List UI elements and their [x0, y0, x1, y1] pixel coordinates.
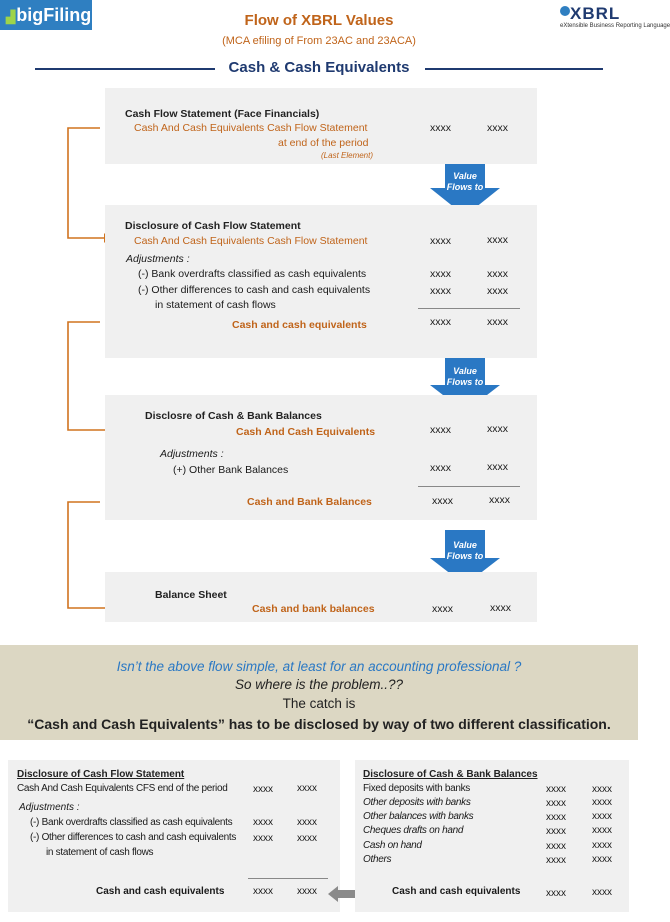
right-heading: Disclosure of Cash & Bank Balances — [363, 769, 538, 780]
right-value: xxxx — [592, 840, 612, 851]
right-value: xxxx — [546, 855, 566, 866]
left-value: xxxx — [253, 784, 273, 795]
page-subtitle: (MCA efiling of From 23AC and 23ACA) — [222, 35, 416, 47]
box2-value: xxxx — [430, 316, 451, 328]
bigfiling-logo: ▟bigFiling — [0, 0, 92, 30]
box2-adj2: (-) Other differences to cash and cash equivalents — [138, 284, 371, 296]
box3-value: xxxx — [430, 424, 451, 436]
box3-value: xxxx — [487, 423, 508, 435]
left-adj2b: in statement of cash flows — [46, 847, 154, 858]
right-value: xxxx — [592, 854, 612, 865]
box4-heading: Balance Sheet — [155, 589, 227, 601]
left-value: xxxx — [253, 886, 273, 897]
right-row-2: Other balances with banks — [363, 811, 474, 822]
box4-line1: Cash and bank balances — [252, 603, 375, 615]
box2-line1: Cash And Cash Equivalents Cash Flow Statement — [134, 235, 368, 247]
box3-value: xxxx — [489, 494, 510, 506]
box2-value: xxxx — [430, 285, 451, 297]
left-heading: Disclosure of Cash Flow Statement — [17, 769, 185, 780]
box3-value: xxxx — [430, 462, 451, 474]
right-total: Cash and cash equivalents — [392, 886, 521, 897]
banner-question-2: So where is the problem..?? — [234, 677, 404, 692]
box2-heading: Disclosure of Cash Flow Statement — [125, 220, 301, 232]
box3-adj1: (+) Other Bank Balances — [173, 464, 289, 476]
box2-adjustments: Adjustments : — [126, 253, 190, 265]
box1-heading: Cash Flow Statement (Face Financials) — [125, 108, 320, 120]
box2-total: Cash and cash equivalents — [232, 319, 367, 331]
right-row-4: Cash on hand — [363, 840, 422, 851]
left-line1: Cash And Cash Equivalents CFS end of the period — [17, 783, 228, 794]
right-value: xxxx — [546, 826, 566, 837]
right-value: xxxx — [546, 812, 566, 823]
left-total-rule — [248, 878, 328, 879]
box3-total: Cash and Bank Balances — [247, 496, 372, 508]
left-value: xxxx — [297, 886, 317, 897]
box4-value: xxxx — [432, 603, 453, 615]
page-title: Flow of XBRL Values — [244, 12, 394, 29]
right-row-1: Other deposits with banks — [363, 797, 471, 808]
right-value: xxxx — [546, 784, 566, 795]
right-value: xxxx — [546, 841, 566, 852]
box2-total-rule — [418, 308, 520, 309]
right-value: xxxx — [546, 798, 566, 809]
box3-adjustments: Adjustments : — [160, 448, 224, 460]
banner-question-1: Isn’t the above flow simple, at least for an accounting professional ? — [116, 659, 522, 674]
box2-value: xxxx — [430, 235, 451, 247]
box1-note: (Last Element) — [321, 151, 374, 160]
right-value: xxxx — [546, 888, 566, 899]
right-value: xxxx — [592, 825, 612, 836]
right-row-3: Cheques drafts on hand — [363, 825, 464, 836]
right-row-0: Fixed deposits with banks — [363, 783, 471, 794]
box2-value: xxxx — [487, 316, 508, 328]
box3-total-rule — [418, 486, 520, 487]
box4-value: xxxx — [490, 602, 511, 614]
box2-value: xxxx — [487, 268, 508, 280]
flow-arrow-label-1: Value Flows to — [446, 171, 484, 192]
left-value: xxxx — [297, 817, 317, 828]
box2-adj2b: in statement of cash flows — [155, 299, 276, 311]
left-adjustments: Adjustments : — [19, 802, 80, 813]
box3-line1: Cash And Cash Equivalents — [236, 426, 376, 438]
left-adj1: (-) Bank overdrafts classified as cash equivalents — [30, 817, 233, 828]
left-total: Cash and cash equivalents — [96, 886, 225, 897]
right-value: xxxx — [592, 887, 612, 898]
box2-value: xxxx — [487, 285, 508, 297]
box1-value-b: xxxx — [487, 122, 508, 134]
xbrl-logo: XBRL eXtensible Business Reporting Language — [560, 4, 670, 29]
right-value: xxxx — [592, 811, 612, 822]
box1-value-a: xxxx — [430, 122, 451, 134]
box1-line1: Cash And Cash Equivalents Cash Flow Statement — [134, 122, 368, 134]
box2-value: xxxx — [430, 268, 451, 280]
flow-arrow-label-2: Value Flows to — [446, 366, 484, 387]
banner-statement: “Cash and Cash Equivalents” has to be disclosed by way of two different classification. — [27, 716, 611, 732]
left-value: xxxx — [253, 833, 273, 844]
section-title: Cash & Cash Equivalents — [228, 59, 410, 76]
banner-catch: The catch is — [282, 696, 356, 711]
left-value: xxxx — [253, 817, 273, 828]
catch-banner — [0, 645, 638, 740]
box2-value: xxxx — [487, 234, 508, 246]
right-row-5: Others — [363, 854, 392, 865]
right-value: xxxx — [592, 784, 612, 795]
leaf-icon: ▟ — [6, 10, 16, 24]
flow-arrow-label-3: Value Flows to — [446, 540, 484, 561]
box3-heading: Disclosre of Cash & Bank Balances — [145, 410, 322, 422]
left-value: xxxx — [297, 783, 317, 794]
box1-line2: at end of the period — [278, 137, 369, 149]
left-value: xxxx — [297, 833, 317, 844]
left-adj2: (-) Other differences to cash and cash equivalents — [30, 832, 237, 843]
right-value: xxxx — [592, 797, 612, 808]
box2-adj1: (-) Bank overdrafts classified as cash equivalents — [138, 268, 367, 280]
box3-value: xxxx — [487, 461, 508, 473]
box3-value: xxxx — [432, 495, 453, 507]
